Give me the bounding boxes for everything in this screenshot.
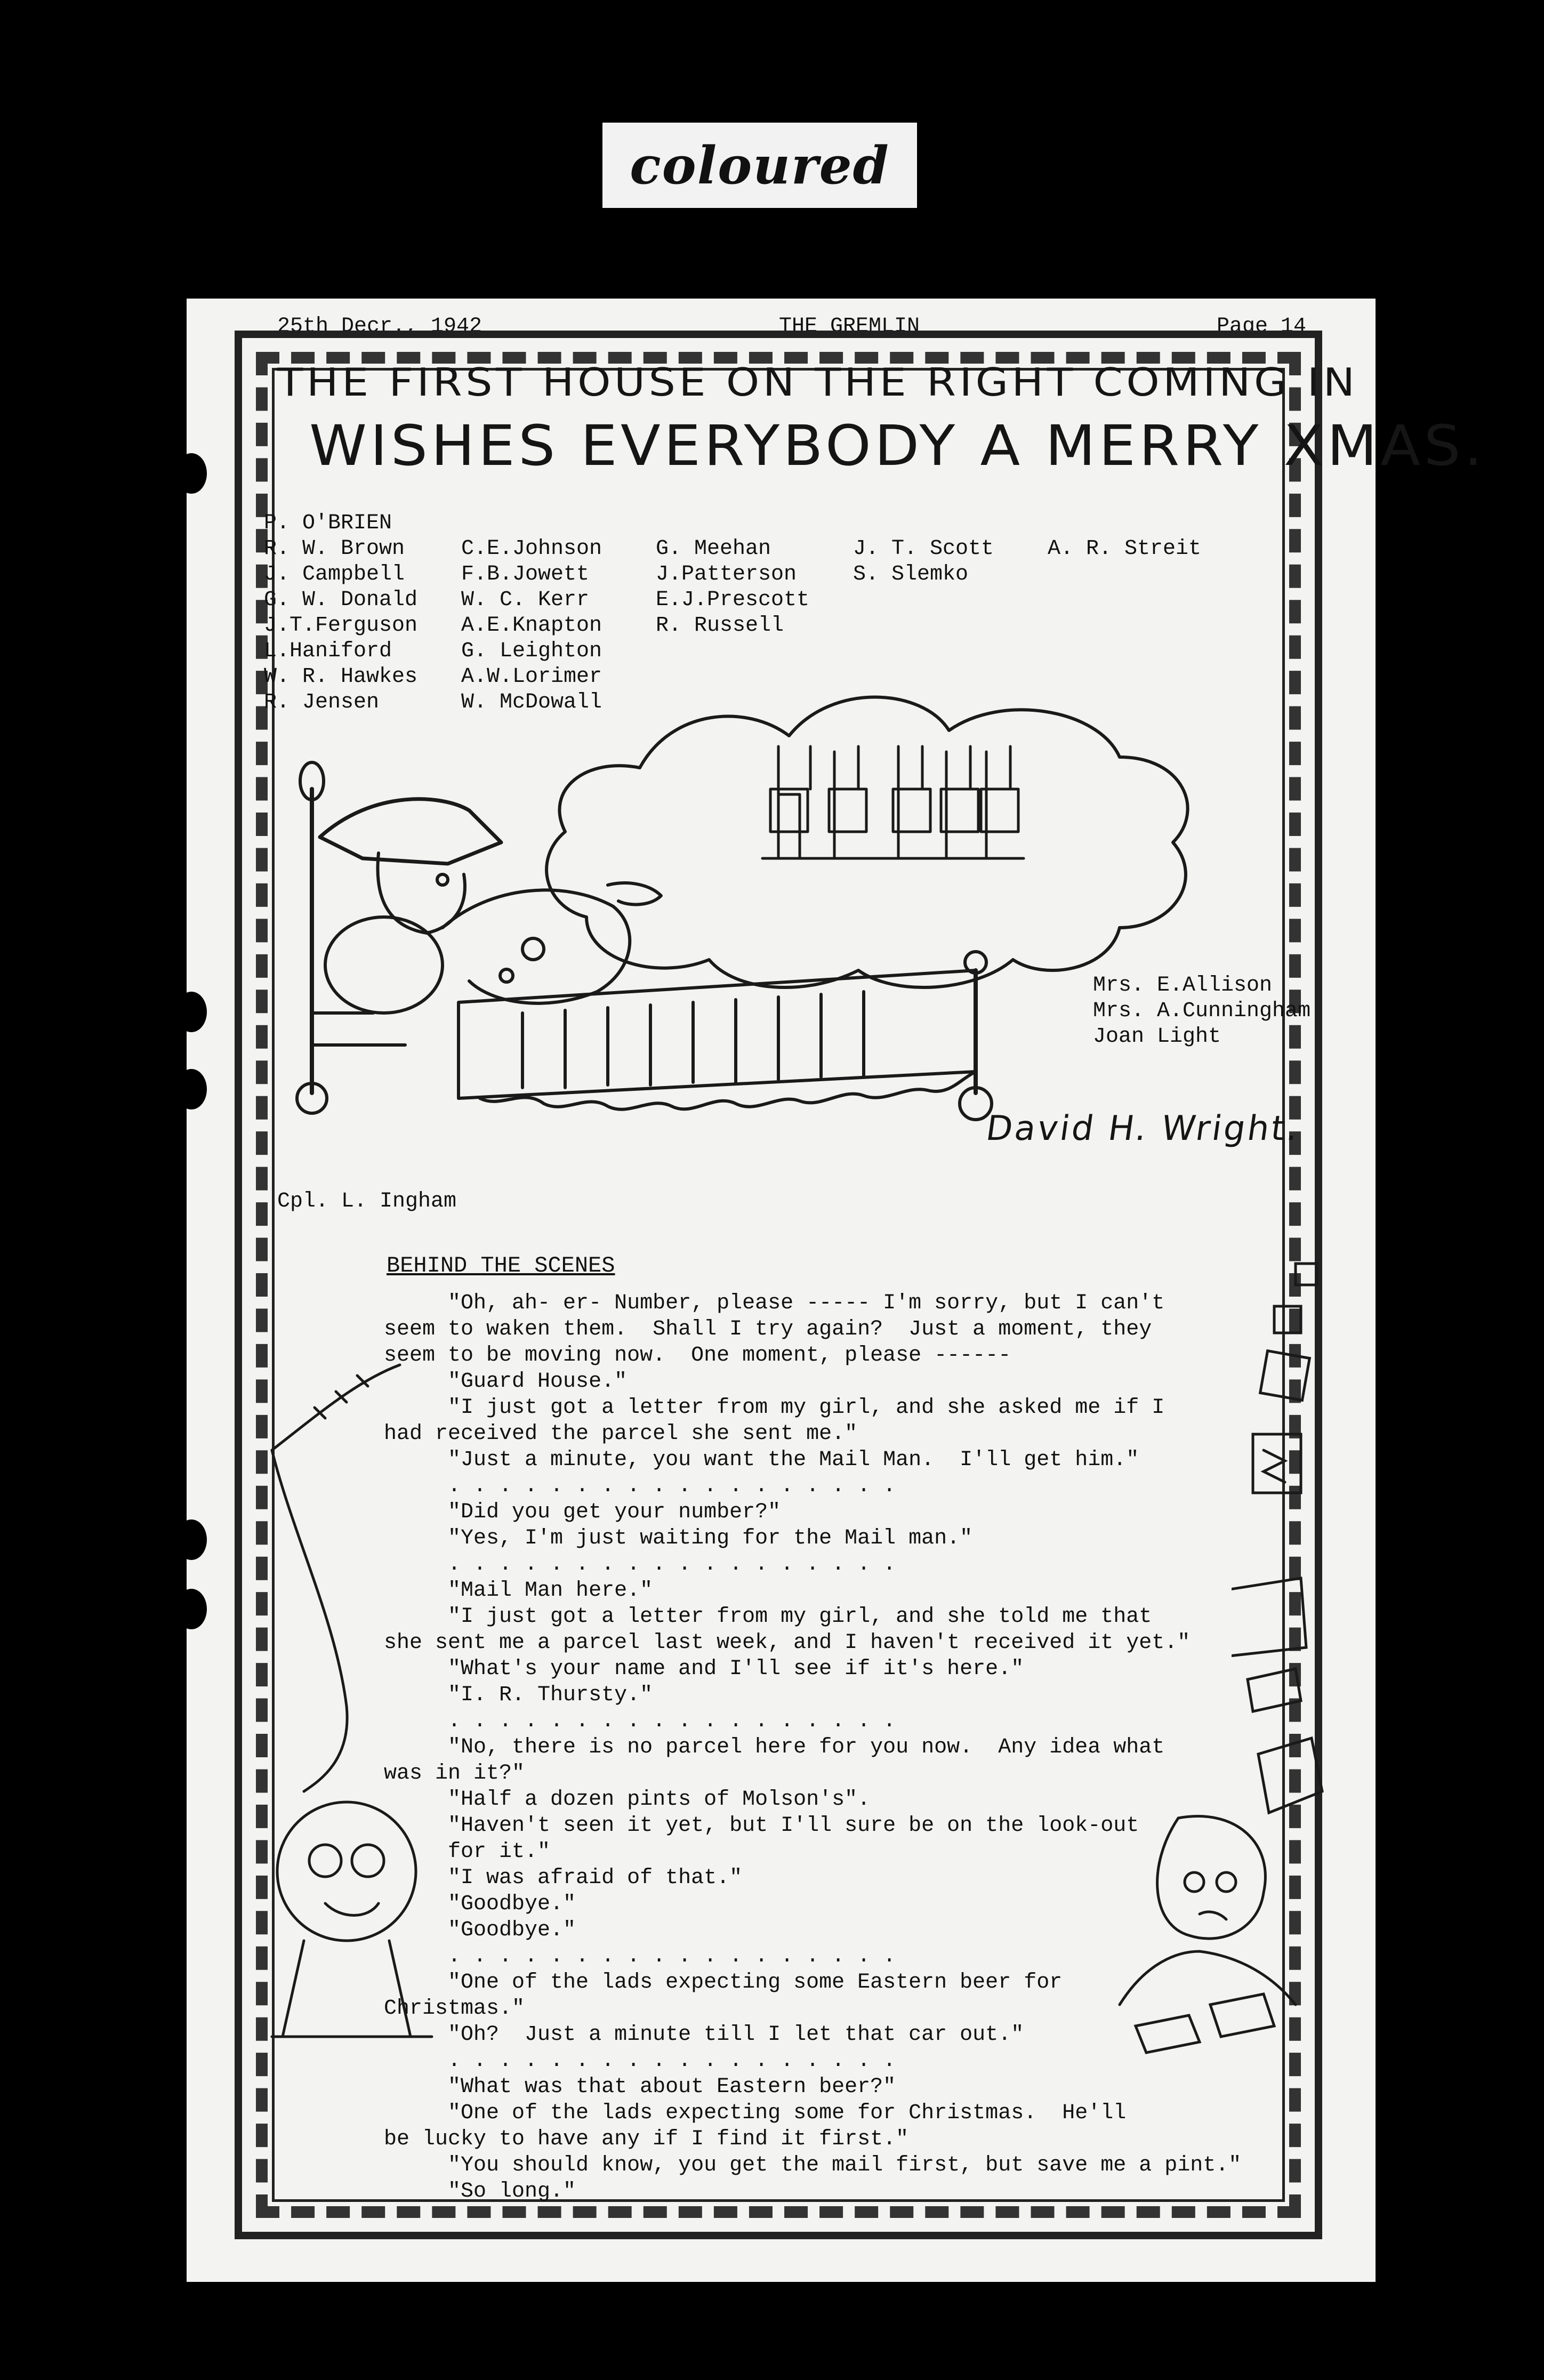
- text-line: "I just got a letter from my girl, and she asked me if I: [384, 1396, 1165, 1420]
- text-line: "What's your name and I'll see if it's here.": [384, 1657, 1024, 1681]
- text-line: L.Haniford: [264, 639, 392, 663]
- artist-signature: David H. Wright.: [983, 1109, 1303, 1148]
- label-card: [602, 123, 917, 208]
- text-line: . . . . . . . . . . . . . . . . . .: [384, 2049, 896, 2073]
- header-page: Page 14: [1216, 315, 1306, 339]
- title-line-1: THE FIRST HOUSE ON THE RIGHT COMING IN: [277, 360, 1358, 405]
- text-line: be lucky to have any if I find it first.": [384, 2127, 909, 2151]
- text-line: . . . . . . . . . . . . . . . . . .: [384, 1553, 896, 1577]
- text-line: W. McDowall: [461, 690, 602, 714]
- names-column-3: [656, 536, 809, 639]
- text-line: G. Meehan: [656, 537, 771, 561]
- text-line: W. C. Kerr: [461, 588, 590, 612]
- text-line: "Just a minute, you want the Mail Man. I'll get him.": [384, 1448, 1139, 1472]
- text-line: Mrs. A.Cunningham: [1093, 999, 1311, 1023]
- text-line: "Goodbye.": [384, 1892, 576, 1916]
- text-line: J. T. Scott: [853, 537, 994, 561]
- text-line: "Guard House.": [384, 1370, 628, 1394]
- binder-hole: [176, 1589, 207, 1629]
- corporal-name: Cpl. L. Ingham: [277, 1189, 457, 1213]
- text-line: Christmas.": [384, 1997, 525, 2021]
- text-line: J.T.Ferguson: [264, 614, 418, 638]
- text-line: A.W.Lorimer: [461, 665, 602, 689]
- text-line: "Half a dozen pints of Molson's".: [384, 1788, 871, 1812]
- names-column-5: [1048, 536, 1201, 562]
- header-paper: THE GREMLIN: [778, 315, 920, 339]
- text-line: was in it?": [384, 1762, 525, 1786]
- text-line: "I. R. Thursty.": [384, 1683, 653, 1707]
- text-line: "Did you get your number?": [384, 1500, 781, 1524]
- story-heading: BEHIND THE SCENES: [387, 1253, 615, 1279]
- text-line: A. R. Streit: [1048, 537, 1202, 561]
- text-line: had received the parcel she sent me.": [384, 1422, 858, 1446]
- label-text: coloured: [630, 135, 890, 196]
- text-line: "I was afraid of that.": [384, 1866, 743, 1890]
- text-line: "Goodbye.": [384, 1918, 576, 1942]
- text-line: she sent me a parcel last week, and I haven't received it yet.": [384, 1631, 1191, 1655]
- text-line: G. W. Donald: [264, 588, 418, 612]
- text-line: "Haven't seen it yet, but I'll sure be on the look-out: [384, 1814, 1139, 1838]
- text-line: "You should know, you get the mail first, but save me a pint.": [384, 2153, 1242, 2177]
- text-line: . . . . . . . . . . . . . . . . . .: [384, 1944, 896, 1968]
- names-header: P. O'BRIEN: [264, 511, 392, 535]
- text-line: "No, there is no parcel here for you now. Any idea what: [384, 1735, 1165, 1759]
- text-line: "One of the lads expecting some Eastern beer for: [384, 1971, 1063, 1995]
- text-line: "Mail Man here.": [384, 1579, 653, 1603]
- text-line: . . . . . . . . . . . . . . . . . .: [384, 1709, 896, 1733]
- text-line: G. Leighton: [461, 639, 602, 663]
- names-column-4: [853, 536, 994, 588]
- text-line: J.Patterson: [656, 562, 797, 586]
- binder-hole: [176, 1519, 207, 1560]
- document-page: [187, 299, 1486, 2282]
- text-line: S. Slemko: [853, 562, 969, 586]
- text-line: . . . . . . . . . . . . . . . . . .: [384, 1474, 896, 1498]
- binder-hole: [176, 1069, 207, 1109]
- left-margin-doodle: [240, 1344, 453, 2058]
- header-date: 25th Decr., 1942: [277, 315, 482, 339]
- text-line: seem to be moving now. One moment, please ------: [384, 1344, 1011, 1368]
- text-line: Mrs. E.Allison: [1093, 974, 1273, 998]
- text-line: R. W. Brown: [264, 537, 405, 561]
- text-line: R. Jensen: [264, 690, 380, 714]
- text-line: "Yes, I'm just waiting for the Mail man.": [384, 1526, 973, 1550]
- text-line: C.E.Johnson: [461, 537, 602, 561]
- text-line: "One of the lads expecting some for Christmas. He'll: [384, 2101, 1127, 2125]
- text-line: F.B.Jowett: [461, 562, 590, 586]
- title-line-2: WISHES EVERYBODY A MERRY XMAS.: [309, 413, 1486, 478]
- text-line: "Oh? Just a minute till I let that car out.": [384, 2023, 1024, 2047]
- text-line: A.E.Knapton: [461, 614, 602, 638]
- binder-hole: [176, 992, 207, 1032]
- bed-illustration: [267, 629, 1280, 1136]
- text-line: "I just got a letter from my girl, and she told me that: [384, 1605, 1152, 1629]
- mailman-doodle: [1104, 1802, 1333, 2069]
- text-line: Joan Light: [1093, 1025, 1221, 1049]
- text-line: E.J.Prescott: [656, 588, 810, 612]
- text-line: for it.": [384, 1840, 551, 1864]
- text-line: "So long.": [384, 2180, 576, 2204]
- text-line: J. Campbell: [264, 562, 405, 586]
- binder-hole: [176, 453, 207, 494]
- text-line: "Oh, ah- er- Number, please ----- I'm sorry, but I can't: [384, 1291, 1165, 1315]
- text-line: "What was that about Eastern beer?": [384, 2075, 896, 2099]
- text-line: R. Russell: [656, 614, 784, 638]
- text-line: seem to waken them. Shall I try again? Just a moment, they: [384, 1317, 1152, 1341]
- text-line: W. R. Hawkes: [264, 665, 418, 689]
